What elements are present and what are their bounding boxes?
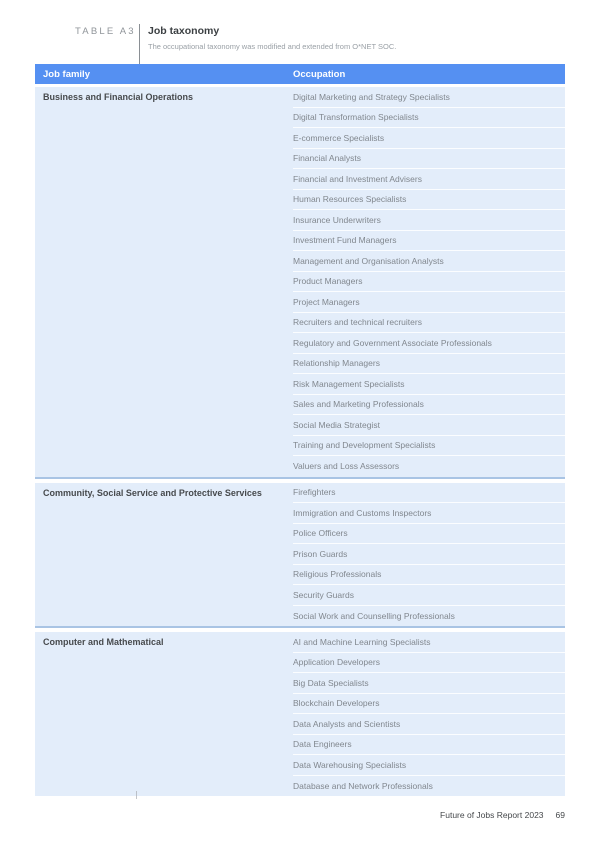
- title-divider-line: [139, 24, 140, 64]
- occupation-row: Religious Professionals: [293, 565, 565, 586]
- occupation-list: [293, 483, 565, 627]
- column-header-occupation: Occupation: [293, 68, 346, 80]
- occupation-row: Financial and Investment Advisers: [293, 169, 565, 190]
- occupation-row: Relationship Managers: [293, 354, 565, 375]
- occupation-row: Investment Fund Managers: [293, 231, 565, 252]
- table-label: TABLE A3: [75, 26, 136, 37]
- job-family-label: Community, Social Service and Protective Services: [43, 487, 262, 498]
- occupation-row: Immigration and Customs Inspectors: [293, 503, 565, 524]
- occupation-row: Training and Development Specialists: [293, 436, 565, 457]
- occupation-row: Regulatory and Government Associate Professionals: [293, 333, 565, 354]
- occupation-row: Project Managers: [293, 292, 565, 313]
- occupation-row: Risk Management Specialists: [293, 374, 565, 395]
- occupation-row: AI and Machine Learning Specialists: [293, 632, 565, 653]
- table-header-row: [35, 64, 565, 84]
- column-header-job-family: Job family: [43, 68, 90, 80]
- occupation-row: Data Warehousing Specialists: [293, 755, 565, 776]
- job-family-label: Computer and Mathematical: [43, 637, 164, 647]
- occupation-row: Management and Organisation Analysts: [293, 251, 565, 272]
- page-crop-tick: [136, 791, 137, 799]
- job-family-section: [35, 483, 565, 629]
- occupation-row: Digital Marketing and Strategy Specialists: [293, 87, 565, 108]
- occupation-row: Police Officers: [293, 524, 565, 545]
- occupation-row: Digital Transformation Specialists: [293, 108, 565, 129]
- occupation-row: Human Resources Specialists: [293, 190, 565, 211]
- job-taxonomy-table: [35, 64, 565, 796]
- occupation-row: Application Developers: [293, 653, 565, 674]
- occupation-row: Prison Guards: [293, 544, 565, 565]
- table-body: [35, 87, 565, 796]
- occupation-row: Blockchain Developers: [293, 694, 565, 715]
- job-family-section: [35, 632, 565, 796]
- occupation-row: Security Guards: [293, 585, 565, 606]
- occupation-row: Insurance Underwriters: [293, 210, 565, 231]
- occupation-row: Social Media Strategist: [293, 415, 565, 436]
- page-footer: [440, 810, 565, 820]
- occupation-row: Data Engineers: [293, 735, 565, 756]
- occupation-row: Recruiters and technical recruiters: [293, 313, 565, 334]
- page-title: Job taxonomy: [148, 25, 220, 37]
- occupation-row: Firefighters: [293, 483, 565, 504]
- page-subtitle: The occupational taxonomy was modified and extended from O*NET SOC.: [148, 42, 397, 51]
- footer-page-number: 69: [555, 810, 565, 820]
- occupation-row: Valuers and Loss Assessors: [293, 461, 400, 472]
- occupation-row: Sales and Marketing Professionals: [293, 395, 565, 416]
- occupation-row: Product Managers: [293, 272, 565, 293]
- job-family-label: Business and Financial Operations: [43, 92, 194, 102]
- occupation-list: [293, 632, 565, 796]
- occupation-row: E-commerce Specialists: [293, 128, 565, 149]
- occupation-list: [293, 87, 565, 477]
- job-family-section: [35, 87, 565, 479]
- occupation-row: Data Analysts and Scientists: [293, 714, 565, 735]
- occupation-row: Big Data Specialists: [293, 673, 565, 694]
- occupation-row: Financial Analysts: [293, 149, 565, 170]
- occupation-row: Database and Network Professionals: [293, 780, 433, 791]
- occupation-row: Social Work and Counselling Professionals: [293, 610, 455, 621]
- footer-report-title: Future of Jobs Report 2023: [440, 810, 544, 820]
